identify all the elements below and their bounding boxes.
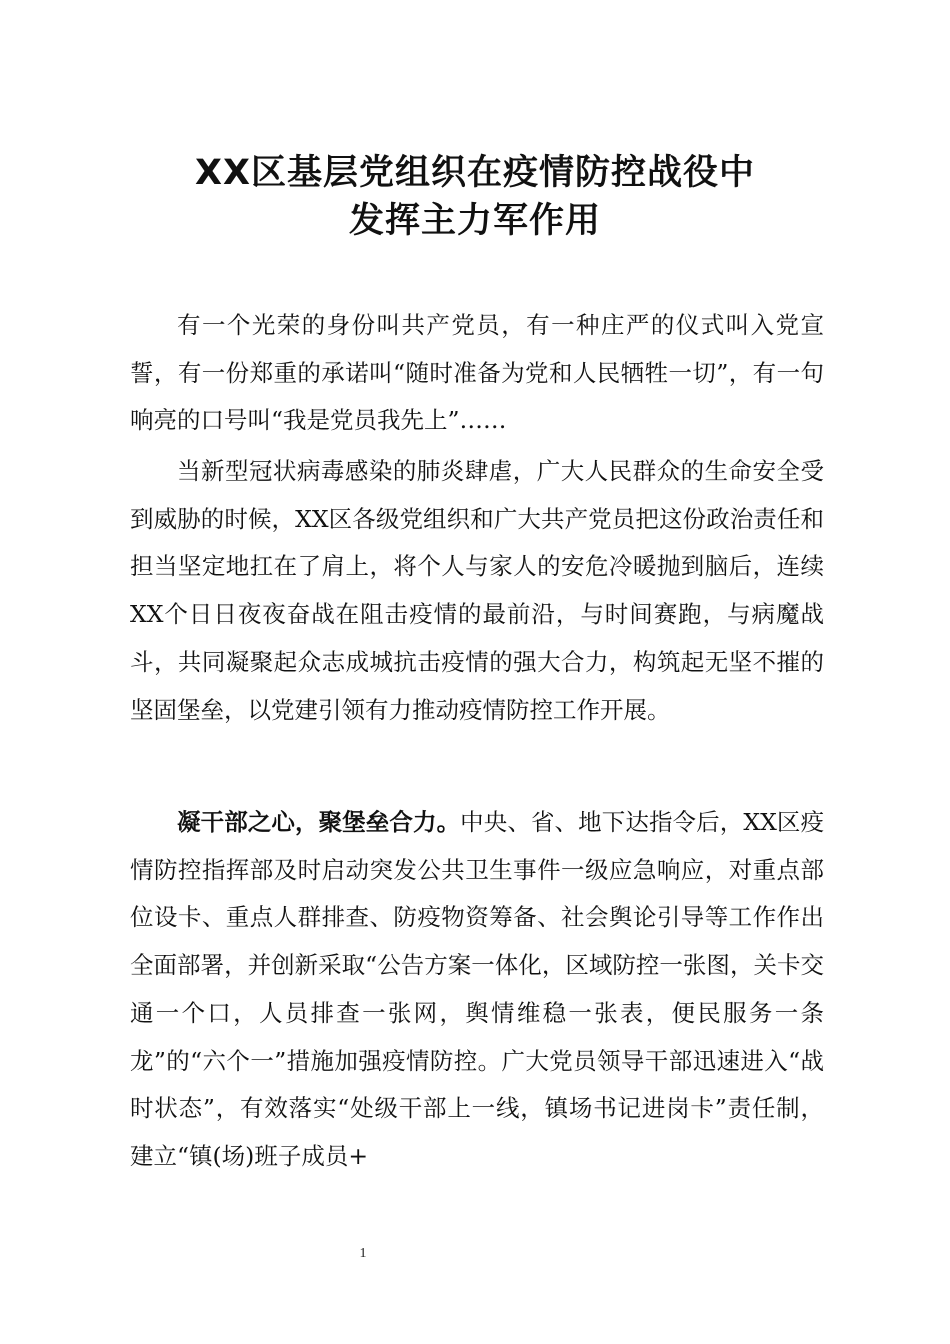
paragraph-intro: 有一个光荣的身份叫共产党员，有一种庄严的仪式叫入党宣誓，有一份郑重的承诺叫“随时准备为党和人民牺牲一切”，有一句响亮的口号叫“我是党员我先上”…… bbox=[130, 311, 824, 435]
page-number: 1 bbox=[359, 1246, 367, 1261]
paragraph-section-1 bbox=[130, 799, 824, 1181]
document-title-line-2: 发挥主力军作用 bbox=[348, 201, 601, 241]
section-heading: 凝干部之心，聚堡垒合力。 bbox=[177, 808, 461, 836]
paragraph-background: 当新型冠状病毒感染的肺炎肆虐，广大人民群众的生命安全受到威胁的时候，XX区各级党组织和广大共产党员把这份政治责任和担当坚定地扛在了肩上，将个人与家人的安危冷暖抛到脑后，连续XX个日日夜夜奋战在阻击疫情的最前沿，与时间赛跑，与病魔战斗，共同凝聚起众志成城抗击疫情的强大合力，构筑起无坚不摧的坚固堡垒，以党建引领有力推动疫情防控工作开展。 bbox=[130, 457, 824, 724]
section-body: 中央、省、地下达指令后，XX区疫情防控指挥部及时启动突发公共卫生事件一级应急响应，对重点部位设卡、重点人群排查、防疫物资筹备、社会舆论引导等工作作出全面部署，并创新采取“公告方案一体化，区域防控一张图，关卡交通一个口，人员排查一张网，舆情维稳一张表，便民服务一条龙”的“六个一”措施加强疫情防控。广大党员领导干部迅速进入“战时状态”，有效落实“处级干部上一线，镇场书记进岗卡”责任制，建立“镇(场)班子成员+ bbox=[130, 808, 824, 1170]
document-title-line-1: XX区基层党组织在疫情防控战役中 bbox=[195, 153, 755, 193]
